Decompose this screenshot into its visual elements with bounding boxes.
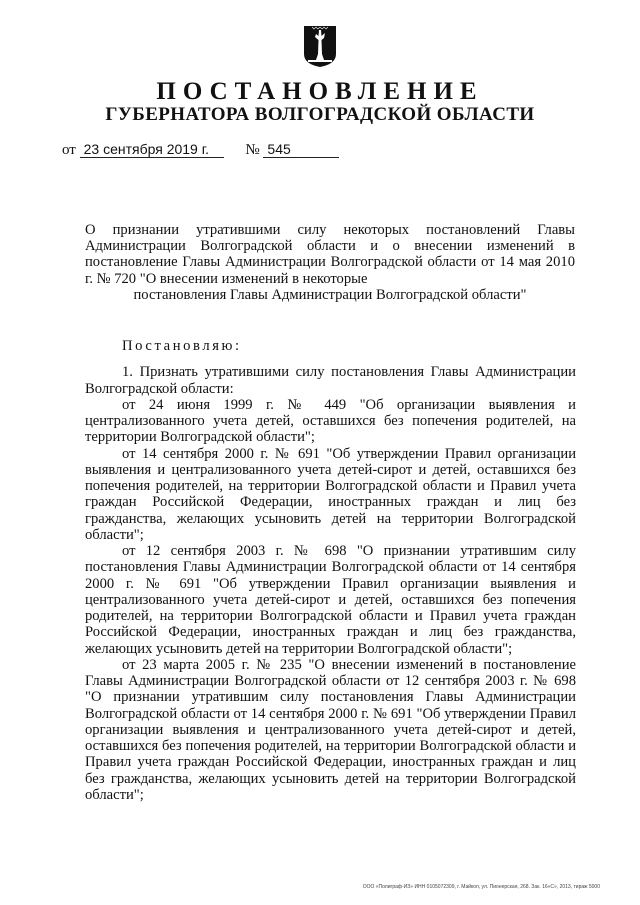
resolution-intro: Постановляю: <box>122 338 242 354</box>
number-value: 545 <box>263 141 339 158</box>
document-subtitle: ГУБЕРНАТОРА ВОЛГОГРАДСКОЙ ОБЛАСТИ <box>105 104 535 125</box>
body-paragraph: от 14 сентября 2000 г. № 691 "Об утверждении Правил организации выявления и централизованного учета детей-сирот и детей, оставшихся без попечения родителей, на территории Волгоградской области и Правил учета граждан Российской Федерации, иностранных граждан и лиц без гражданства, желающих усыновить детей на территории Волгоградской области"; <box>85 445 576 543</box>
heading-text: О признании утратившими силу некоторых постановлений Главы Администрации Волгоградской области и о внесении изменений в постановление Главы Администрации Волгоградской области от 14 мая 2010 г. № 720 "О внесении изменений в некоторые <box>85 222 575 287</box>
printer-footer: ООО «Полиграф-ИЗ» ИНН 0105072309, г. Майкоп, ул. Пионерская, 268. Зак. 16«С», 2013, тираж 5000 <box>362 884 600 890</box>
document-body <box>85 338 576 803</box>
body-paragraph: от 23 марта 2005 г. № 235 "О внесении изменений в постановление Главы Администрации Волгоградской области от 12 сентября 2003 г. № 698 "О признании утратившим силу постановления Главы Администрации Волгоградской области от 14 сентября 2000 г. № 691 "Об утверждении Правил организации выявления и централизованного учета детей-сирот и детей, оставшихся без попечения родителей, на территории Волгоградской области и Правил учета граждан Российской Федерации, иностранных граждан и лиц без гражданства, желающих усыновить детей на территории Волгоградской области"; <box>85 656 576 803</box>
document-meta <box>62 141 339 159</box>
document-title: ПОСТАНОВЛЕНИЕ <box>156 78 484 105</box>
number-label: № <box>245 142 260 158</box>
document-heading <box>85 222 575 303</box>
body-paragraph: 1. Признать утратившими силу постановления Главы Администрации Волгоградской области: <box>85 364 576 397</box>
coat-of-arms-icon <box>302 24 338 68</box>
body-paragraph: от 24 июня 1999 г. № 449 "Об организации выявления и централизованного учета детей, оставшихся без попечения родителей, на территории Волгоградской области"; <box>85 396 576 446</box>
date-value: 23 сентября 2019 г. <box>80 141 224 158</box>
body-paragraph: от 12 сентября 2003 г. № 698 "О признании утратившим силу постановления Главы Администрации Волгоградской области от 14 сентября 2000 г. № 691 "Об утверждении Правил организации выявления и централизованного учета детей-сирот и детей, оставшихся без попечения родителей, на территории Волгоградской области и Правил учета граждан Российской Федерации, иностранных граждан и лиц без гражданства, желающих усыновить детей на территории Волгоградской области"; <box>85 543 576 657</box>
heading-last-line: постановления Главы Администрации Волгоградской области" <box>133 286 527 303</box>
date-label: от <box>62 142 76 158</box>
